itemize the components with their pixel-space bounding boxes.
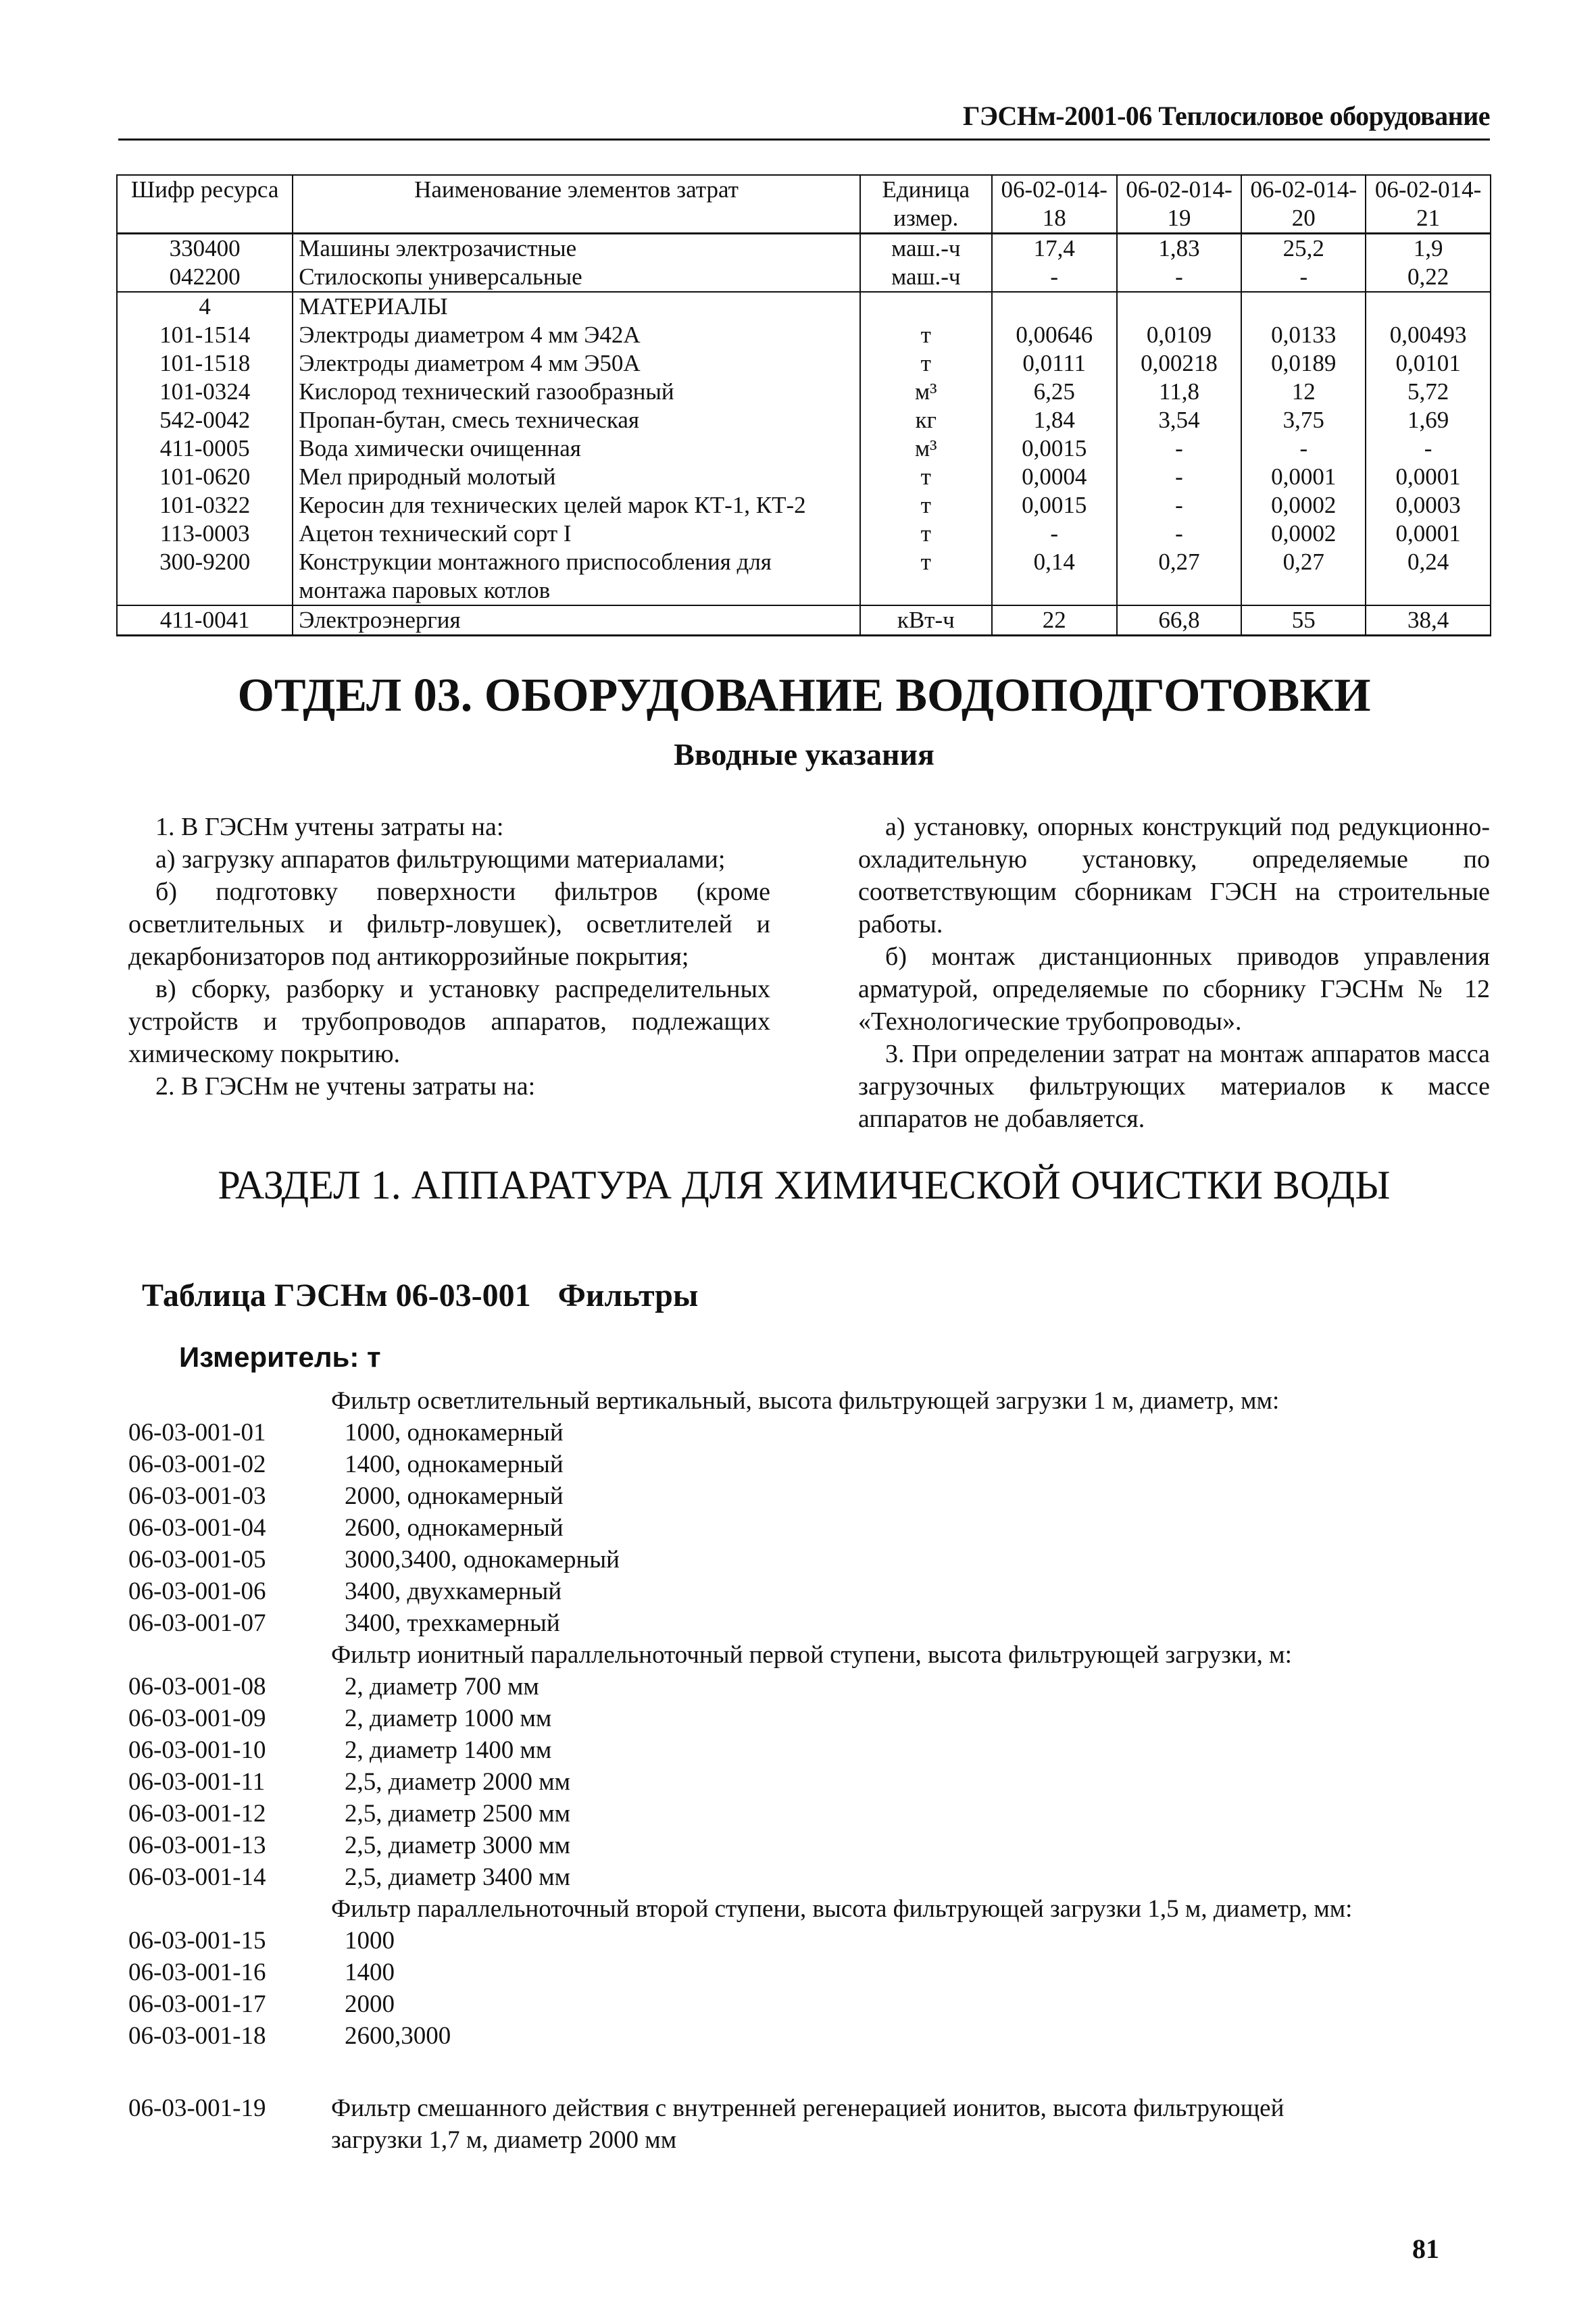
cell-value: 1,69 [1366,406,1491,434]
cell-value: - [992,520,1117,548]
cell-value: 0,0101 [1366,349,1491,378]
table-row [117,263,1491,292]
cell-value: 0,0189 [1241,349,1366,378]
list-item [128,1449,1490,1480]
cell-name: Керосин для технических целей марок КТ-1, КТ-2 [293,491,859,520]
cell-value: 17,4 [992,234,1117,263]
subsection-title: РАЗДЕЛ 1. АППАРАТУРА ДЛЯ ХИМИЧЕСКОЙ ОЧИСТКИ ВОДЫ [218,1163,1391,1207]
norm-desc: 3400, трехкамерный [345,1609,560,1637]
list-item [128,1734,1490,1766]
cell-name: Вода химически очищенная [293,434,859,463]
cell-code: 300-9200 [117,548,293,605]
norm-code: 06-03-001-15 [128,1927,266,1955]
norm-desc: 1000, однокамерный [345,1419,564,1447]
table-row [117,520,1491,548]
list-item [128,1766,1490,1798]
list-item [128,1512,1490,1544]
cell-value: - [1241,434,1366,463]
cell-value: 11,8 [1117,378,1242,406]
cell-unit: т [860,321,992,349]
table-row [117,234,1491,263]
cell-unit: т [860,463,992,491]
resource-table [116,174,1491,636]
cell-value: 0,0015 [992,434,1117,463]
table-title-label: Таблица ГЭСНм 06-03-001 [142,1278,531,1313]
cell-value: 0,22 [1366,263,1491,292]
cell-code: 411-0041 [117,605,293,636]
cell-value: - [1366,434,1491,463]
cell-value: 1,84 [992,406,1117,434]
norm-code: 06-03-001-02 [128,1451,266,1478]
cell-value: 0,0001 [1241,463,1366,491]
norm-desc: 2, диаметр 1400 мм [345,1736,552,1764]
header-code: Шифр ресурса [117,175,293,234]
norm-code: 06-03-001-08 [128,1673,266,1701]
cell-value: 0,0002 [1241,520,1366,548]
cell-value: 66,8 [1117,605,1242,636]
list-item [128,1544,1490,1576]
norm-code: 06-03-001-06 [128,1578,266,1605]
cell-value [1117,292,1242,321]
cell-value: 1,83 [1117,234,1242,263]
cell-value: 0,00218 [1117,349,1242,378]
section-title: ОТДЕЛ 03. ОБОРУДОВАНИЕ ВОДОПОДГОТОВКИ [237,670,1371,722]
norm-code: 06-03-001-17 [128,1990,266,2018]
norm-desc: 3000,3400, однокамерный [345,1546,620,1574]
norm-code: 06-03-001-04 [128,1514,266,1542]
unit-of-measure: Измеритель: т [179,1341,381,1373]
cell-code: 101-1514 [117,321,293,349]
norm-desc: 2,5, диаметр 3400 мм [345,1863,571,1891]
table-row [117,321,1491,349]
list-item [128,1417,1490,1449]
norm-code: 06-03-001-09 [128,1705,266,1732]
norm-code: 06-03-001-13 [128,1832,266,1859]
cell-unit: т [860,349,992,378]
running-header: ГЭСНм-2001-06 Теплосиловое оборудование [962,101,1490,131]
cell-unit: кг [860,406,992,434]
cell-unit: м³ [860,378,992,406]
norm-desc: Фильтр смешанного действия с внутренней регенерацией ионитов, высота фильтрующей загрузки 1,7 м, диаметр 2000 мм [331,2094,1285,2154]
cell-value: 0,0109 [1117,321,1242,349]
norm-desc: 2,5, диаметр 2500 мм [345,1800,571,1828]
norm-desc: 1400, однокамерный [345,1451,564,1478]
table-title [142,1277,698,1314]
cell-code: 4 [117,292,293,321]
cell-name: Мел природный молотый [293,463,859,491]
norm-code: 06-03-001-14 [128,1863,266,1891]
cell-value: 12 [1241,378,1366,406]
list-item [128,1607,1490,1639]
list-item [128,1576,1490,1607]
cell-unit: т [860,520,992,548]
cell-value: 38,4 [1366,605,1491,636]
table-row [117,491,1491,520]
table-header-row [117,175,1491,234]
cell-value [1366,292,1491,321]
cell-name: Электроды диаметром 4 мм Э42А [293,321,859,349]
cell-unit: м³ [860,434,992,463]
cell-value: 0,0001 [1366,463,1491,491]
cell-value: - [1117,491,1242,520]
intro-paragraph: 2. В ГЭСНм не учтены затраты на: [155,1072,536,1101]
page-number: 81 [1412,2234,1439,2264]
table-row [117,605,1491,636]
cell-name: Конструкции монтажного приспособления для монтажа паровых котлов [293,548,859,605]
list-spacer [128,2052,1490,2092]
group-heading-text: Фильтр параллельноточный второй ступени, высота фильтрующей загрузки 1,5 м, диаметр, мм: [331,1895,1353,1923]
table-title-name: Фильтры [557,1278,699,1313]
cell-unit: кВт-ч [860,605,992,636]
cell-value: 5,72 [1366,378,1491,406]
cell-value: 0,0002 [1241,491,1366,520]
header-col-1: 06-02-014-18 [992,175,1117,234]
norm-desc: 1400 [345,1959,395,1986]
norm-desc: 2,5, диаметр 3000 мм [345,1832,571,1859]
list-item [128,1480,1490,1512]
cell-code: 101-0620 [117,463,293,491]
norm-code: 06-03-001-01 [128,1419,266,1447]
cell-value: 0,00646 [992,321,1117,349]
header-name: Наименование элементов затрат [293,175,859,234]
intro-title: Вводные указания [674,737,934,772]
group-heading-text: Фильтр осветлительный вертикальный, высота фильтрующей загрузки 1 м, диаметр, мм: [331,1387,1280,1415]
cell-value: 0,0015 [992,491,1117,520]
cell-value: - [1117,520,1242,548]
cell-name: Ацетон технический сорт I [293,520,859,548]
cell-value: - [1117,463,1242,491]
cell-value: 3,54 [1117,406,1242,434]
norm-code: 06-03-001-03 [128,1482,266,1510]
list-item [128,2020,1490,2052]
cell-code: 101-1518 [117,349,293,378]
cell-code: 101-0324 [117,378,293,406]
intro-right-column [858,811,1490,1135]
cell-value: 25,2 [1241,234,1366,263]
cell-value: - [992,263,1117,292]
norm-desc: 2600,3000 [345,2022,451,2050]
cell-code: 113-0003 [117,520,293,548]
cell-unit: маш.-ч [860,263,992,292]
cell-name: Электроды диаметром 4 мм Э50А [293,349,859,378]
cell-value: 0,24 [1366,548,1491,605]
list-item [128,1671,1490,1703]
cell-code: 411-0005 [117,434,293,463]
cell-value: - [1241,263,1366,292]
table-row [117,548,1491,605]
list-item [128,1988,1490,2020]
cell-name: МАТЕРИАЛЫ [293,292,859,321]
norm-code: 06-03-001-11 [128,1768,266,1796]
intro-paragraph: б) подготовку поверхности фильтров (кроме осветлительных и фильтр-ловушек), осветлителей и декарбонизаторов под антикоррозийные покрытия; [128,878,770,971]
list-item [128,1957,1490,1988]
cell-unit [860,292,992,321]
table-row [117,406,1491,434]
cell-value: 3,75 [1241,406,1366,434]
cell-value: 1,9 [1366,234,1491,263]
table-row [117,378,1491,406]
cell-unit: т [860,491,992,520]
cell-name: Кислород технический газообразный [293,378,859,406]
cell-value: 0,0003 [1366,491,1491,520]
cell-value [1241,292,1366,321]
norm-code: 06-03-001-07 [128,1609,266,1637]
norm-desc: 2, диаметр 1000 мм [345,1705,552,1732]
list-item [128,1861,1490,1893]
cell-value: 0,0133 [1241,321,1366,349]
cell-value: 0,00493 [1366,321,1491,349]
cell-value: 0,0111 [992,349,1117,378]
intro-paragraph: 1. В ГЭСНм учтены затраты на: [155,813,504,841]
cell-code: 542-0042 [117,406,293,434]
norm-code: 06-03-001-16 [128,1959,266,1986]
table-row [117,463,1491,491]
norm-code: 06-03-001-12 [128,1800,266,1828]
intro-paragraph: б) монтаж дистанционных приводов управления арматурой, определяемые по сборнику ГЭСНм № 12 «Технологические трубопроводы». [858,942,1490,1036]
cell-value: 0,27 [1117,548,1242,605]
intro-paragraph: а) установку, опорных конструкций под редукционно-охладительную установку, определяемые по соответствующим сборникам ГЭСН на строительные работы. [858,813,1490,938]
norm-desc: 2,5, диаметр 2000 мм [345,1768,571,1796]
cell-unit: маш.-ч [860,234,992,263]
list-item [128,1703,1490,1734]
cell-name: Электроэнергия [293,605,859,636]
norm-list [128,1385,1490,2156]
intro-left-column [128,811,770,1103]
norm-code: 06-03-001-10 [128,1736,266,1764]
table-row [117,349,1491,378]
list-item [128,1925,1490,1957]
norm-desc: 3400, двухкамерный [345,1578,562,1605]
cell-value: - [1117,263,1242,292]
norm-code: 06-03-001-05 [128,1546,266,1574]
header-col-2: 06-02-014-19 [1117,175,1242,234]
norm-desc: 2600, однокамерный [345,1514,564,1542]
cell-name: Машины электрозачистные [293,234,859,263]
cell-value [992,292,1117,321]
norm-desc: 1000 [345,1927,395,1955]
table-group-row [117,292,1491,321]
group-heading [128,1639,1490,1671]
intro-paragraph: в) сборку, разборку и установку распределительных устройств и трубопроводов аппаратов, подлежащих химическому покрытию. [128,975,770,1068]
header-rule [118,139,1490,141]
cell-value: 0,27 [1241,548,1366,605]
cell-code: 101-0322 [117,491,293,520]
cell-code: 330400 [117,234,293,263]
list-item [128,1830,1490,1861]
cell-name: Стилоскопы универсальные [293,263,859,292]
cell-unit: т [860,548,992,605]
norm-code: 06-03-001-19 [128,2094,266,2122]
cell-value: 0,14 [992,548,1117,605]
cell-value: 6,25 [992,378,1117,406]
list-item [128,2092,1490,2156]
list-item [128,1798,1490,1830]
cell-value: - [1117,434,1242,463]
header-unit: Единица измер. [860,175,992,234]
norm-code: 06-03-001-18 [128,2022,266,2050]
group-heading [128,1893,1490,1925]
cell-value: 0,0001 [1366,520,1491,548]
norm-desc: 2000 [345,1990,395,2018]
group-heading [128,1385,1490,1417]
cell-value: 0,0004 [992,463,1117,491]
cell-value: 22 [992,605,1117,636]
norm-desc: 2, диаметр 700 мм [345,1673,539,1701]
group-heading-text: Фильтр ионитный параллельноточный первой ступени, высота фильтрующей загрузки, м: [331,1641,1292,1669]
cell-value: 55 [1241,605,1366,636]
intro-paragraph: 3. При определении затрат на монтаж аппаратов масса загрузочных фильтрующих материалов к массе аппаратов не добавляется. [858,1040,1490,1133]
header-col-3: 06-02-014-20 [1241,175,1366,234]
cell-name: Пропан-бутан, смесь техническая [293,406,859,434]
intro-paragraph: а) загрузку аппаратов фильтрующими материалами; [155,845,726,874]
cell-code: 042200 [117,263,293,292]
header-col-4: 06-02-014-21 [1366,175,1491,234]
table-row [117,434,1491,463]
norm-desc: 2000, однокамерный [345,1482,564,1510]
